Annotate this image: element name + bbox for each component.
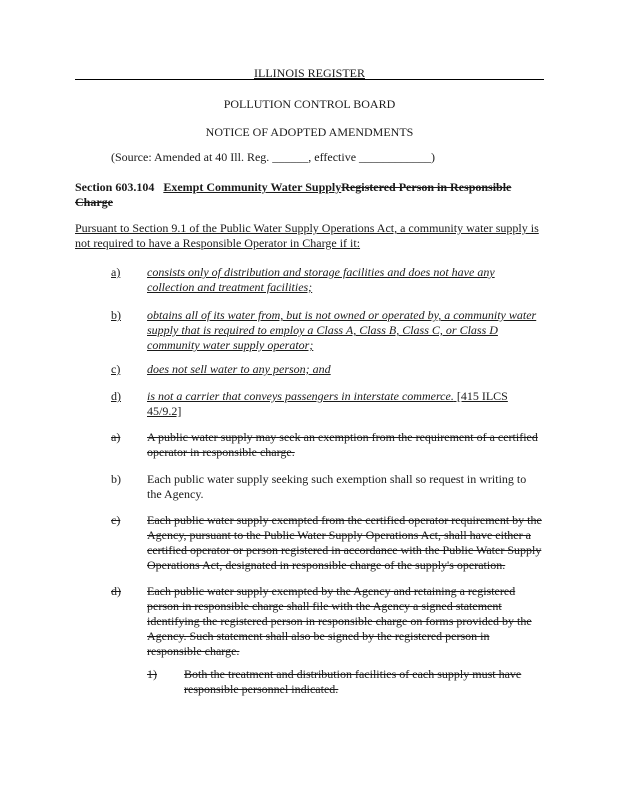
item-text: does not sell water to any person; and <box>147 362 331 376</box>
item-label: 1) <box>147 667 157 681</box>
board-name: POLLUTION CONTROL BOARD <box>223 97 396 111</box>
intro-paragraph: Pursuant to Section 9.1 of the Public Water Supply Operations Act, a community water supply is not required to have a Responsible Operator in Charge if it: <box>75 221 539 250</box>
section-deleted-title: Registered Person in Responsible Charge <box>75 180 512 209</box>
item-text: Each public water supply exempted by the Agency and retaining a registered person in responsible charge shall file with the Agency a signed statement identifying the registered person in responsible charge on forms provided by the Agency. Such statement shall also be signed by the registered person in responsible charge. <box>147 584 532 658</box>
register-title: ILLINOIS REGISTER <box>254 66 365 80</box>
item-label: a) <box>111 265 121 279</box>
item-text: Each public water supply exempted from the certified operator requirement by the Agency, pursuant to the Public Water Supply Operations Act, shall have either a certified operator or person registered in accordance with the Public Water Supply Operations Act, designated in responsible charge of the supply's operation. <box>147 513 542 572</box>
source-note: (Source: Amended at 40 Ill. Reg. ______, effective ____________) <box>111 150 436 164</box>
item-text: obtains all of its water from, but is not owned or operated by, a community water supply that is required to employ a Class A, Class B, Class C, or Class D community water supply operator; <box>147 308 537 352</box>
item-text: A public water supply may seek an exemption from the requirement of a certified operator in responsible charge. <box>147 430 538 459</box>
item-label: b) <box>111 472 121 486</box>
item-citation: [415 ILCS 45/9.2] <box>147 389 508 418</box>
section-heading <box>75 180 535 210</box>
item-label: c) <box>111 362 121 376</box>
item-text: Both the treatment and distribution facilities of each supply must have responsible personnel indicated. <box>184 667 522 696</box>
item-text: consists only of distribution and storage facilities and does not have any collection and treatment facilities; <box>147 265 495 294</box>
section-new-title: Exempt Community Water Supply <box>163 180 342 194</box>
item-label: d) <box>111 389 121 403</box>
item-text <box>147 472 543 502</box>
item-label: c) <box>111 513 121 527</box>
header-rule <box>75 79 544 80</box>
item-label: a) <box>111 430 121 444</box>
item-label: d) <box>111 584 121 598</box>
item-text-body: is not a carrier that conveys passengers in interstate commerce. <box>147 389 454 403</box>
notice-title: NOTICE OF ADOPTED AMENDMENTS <box>205 125 414 139</box>
section-number: Section 603.104 <box>75 180 155 194</box>
item-text-body: Each public water supply seeking such exemption shall so request in writing to the Agency. <box>147 472 527 501</box>
item-label: b) <box>111 308 121 322</box>
item-text <box>147 389 543 419</box>
